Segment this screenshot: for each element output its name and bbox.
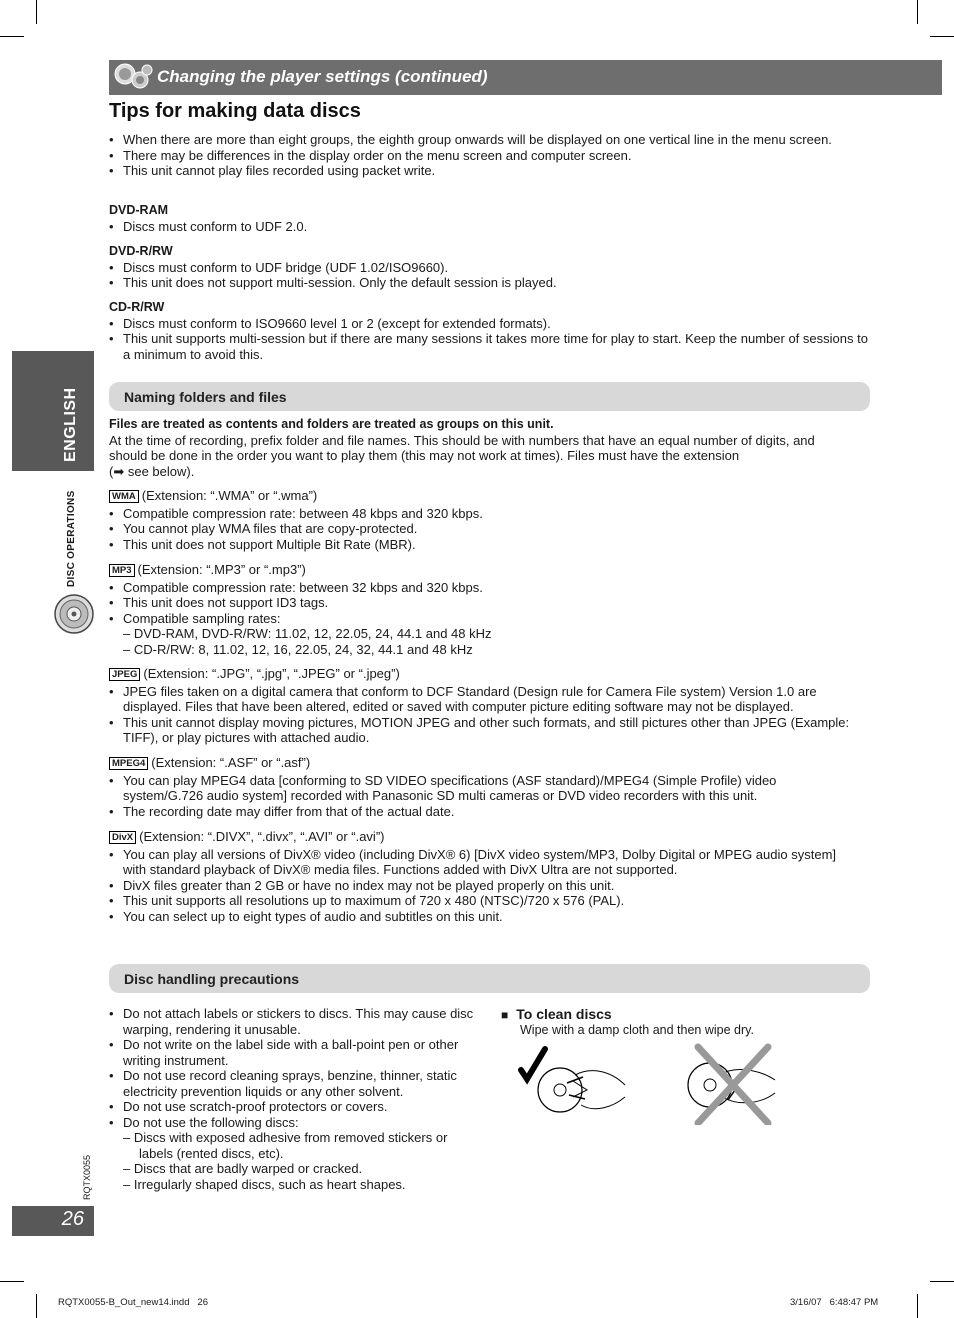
jpeg-tag: JPEG bbox=[109, 668, 140, 681]
dvdr-section bbox=[109, 244, 869, 291]
list-item: • This unit supports all resolutions up to maximum of 720 x 480 (NTSC)/720 x 576 (PAL). bbox=[109, 893, 849, 909]
list-item: • Discs must conform to UDF 2.0. bbox=[109, 219, 869, 235]
mpeg4-section bbox=[109, 755, 849, 819]
list-item: • You can select up to eight types of audio and subtitles on this unit. bbox=[109, 909, 849, 925]
wrong-wipe-illustration bbox=[680, 1035, 780, 1125]
naming-para2: (➡ see below). bbox=[109, 463, 195, 479]
list-item: • This unit does not support Multiple Bit Rate (MBR). bbox=[109, 537, 869, 553]
list-subitem: – Discs that are badly warped or cracked. bbox=[123, 1161, 363, 1176]
list-item: • JPEG files taken on a digital camera that conform to DCF Standard (Design rule for Camera File system) Version 1.0 are displayed. Files that have been altered, edited or saved with computer picture editing software may not be displayed. bbox=[109, 684, 869, 715]
subheading: CD-R/RW bbox=[109, 300, 165, 314]
wma-section bbox=[109, 488, 869, 552]
list-item: • You cannot play WMA files that are copy-protected. bbox=[109, 521, 869, 537]
bubbles-icon bbox=[113, 62, 153, 92]
subheading: DVD-RAM bbox=[109, 203, 169, 217]
crop-mark bbox=[917, 0, 918, 24]
handling-list bbox=[109, 1006, 477, 1192]
list-subitem: – DVD-RAM, DVD-R/RW: 11.02, 12, 22.05, 24, 44.1 and 48 kHz bbox=[123, 626, 492, 641]
list-item: • Do not write on the label side with a ball-point pen or other writing instrument. bbox=[109, 1037, 477, 1068]
wma-ext: (Extension: “.WMA” or “.wma”) bbox=[141, 488, 318, 503]
square-bullet-icon: ■ bbox=[501, 1008, 509, 1022]
footer-file: RQTX0055-B_Out_new14.indd 26 bbox=[58, 1297, 208, 1308]
list-item: • Do not attach labels or stickers to discs. This may cause disc warping, rendering it unusable. bbox=[109, 1006, 477, 1037]
intro-section bbox=[109, 132, 854, 179]
divx-tag: DivX bbox=[109, 831, 136, 844]
list-item: • Discs must conform to UDF bridge (UDF 1.02/ISO9660). bbox=[109, 260, 869, 276]
list-item: • Do not use record cleaning sprays, benzine, thinner, static electricity prevention liquids or any other solvent. bbox=[109, 1068, 477, 1099]
list-subitem: – Irregularly shaped discs, such as heart shapes. bbox=[123, 1176, 406, 1192]
list-item: • Discs must conform to ISO9660 level 1 or 2 (except for extended formats). bbox=[109, 316, 869, 332]
crop-mark bbox=[0, 1281, 24, 1282]
crop-mark bbox=[917, 1294, 918, 1318]
section-label: DISC OPERATIONS bbox=[66, 490, 77, 587]
naming-para: At the time of recording, prefix folder and file names. This should be with numbers that have an equal number of digits, and should be done in the order you want to play them (this may not work at times). Files must have the extension bbox=[109, 432, 815, 463]
mp3-ext: (Extension: “.MP3” or “.mp3”) bbox=[137, 562, 306, 577]
list-subitem: – CD-R/RW: 8, 11.02, 12, 16, 22.05, 24, 32, 44.1 and 48 kHz bbox=[123, 641, 473, 657]
list-item: • The recording date may differ from that of the actual date. bbox=[109, 804, 849, 820]
footer-date: 3/16/07 6:48:47 PM bbox=[790, 1297, 879, 1308]
list-subitem: – Discs with exposed adhesive from removed stickers or labels (rented discs, etc). bbox=[123, 1130, 448, 1161]
section-title: Disc handling precautions bbox=[124, 971, 300, 987]
list-item: • This unit cannot display moving pictures, MOTION JPEG and other such formats, and still pictures other than JPEG (Example: TIFF), or play pictures with attached audio. bbox=[109, 715, 869, 746]
crop-mark bbox=[0, 36, 24, 37]
document-code: RQTX0055 bbox=[82, 1154, 92, 1200]
jpeg-section bbox=[109, 666, 869, 746]
list-item: • This unit does not support ID3 tags. bbox=[109, 595, 869, 611]
list-item: • This unit does not support multi-session. Only the default session is played. bbox=[109, 275, 869, 291]
crop-mark bbox=[930, 36, 954, 37]
list-item: • You can play all versions of DivX® video (including DivX® 6) [DivX video system/MP3, Dolby Digital or MPEG audio system] with standard playback of DivX® media files. Functions added with DivX Ultra are not supported. bbox=[109, 847, 849, 878]
page-title: Tips for making data discs bbox=[109, 100, 361, 122]
mpeg4-ext: (Extension: “.ASF” or “.asf”) bbox=[151, 755, 311, 770]
divx-section bbox=[109, 829, 849, 924]
language-label: ENGLISH bbox=[62, 387, 79, 462]
list-item: • Do not use scratch-proof protectors or covers. bbox=[109, 1099, 477, 1115]
mpeg4-tag: MPEG4 bbox=[109, 757, 148, 770]
correct-wipe-illustration bbox=[515, 1045, 630, 1120]
crop-mark bbox=[930, 1281, 954, 1282]
crop-mark bbox=[36, 0, 37, 24]
header-title: Changing the player settings (continued) bbox=[157, 67, 488, 86]
list-item: • Do not use the following discs: bbox=[109, 1115, 477, 1131]
mp3-section bbox=[109, 562, 869, 657]
list-item: • When there are more than eight groups, the eighth group onwards will be displayed on one vertical line in the menu screen. bbox=[109, 132, 854, 148]
naming-bold: Files are treated as contents and folders are treated as groups on this unit. bbox=[109, 417, 554, 431]
disc-icon bbox=[54, 594, 94, 634]
list-item: • This unit supports multi-session but if there are many sessions it takes more time for play to start. Keep the number of sessions to a minimum to avoid this. bbox=[109, 331, 869, 362]
list-item: • Compatible compression rate: between 48 kbps and 320 kbps. bbox=[109, 506, 869, 522]
divx-ext: (Extension: “.DIVX”, “.divx”, “.AVI” or “.avi”) bbox=[139, 829, 385, 844]
list-item: • Compatible sampling rates: bbox=[109, 611, 869, 627]
wma-tag: WMA bbox=[109, 490, 139, 503]
clean-text: Wipe with a damp cloth and then wipe dry. bbox=[520, 1023, 754, 1037]
list-item: • This unit cannot play files recorded using packet write. bbox=[109, 163, 854, 179]
list-item: • You can play MPEG4 data [conforming to SD VIDEO specifications (ASF standard)/MPEG4 (Simple Profile) video system/G.726 audio system] recorded with Panasonic SD multi cameras or DVD video recorders with this unit. bbox=[109, 773, 849, 804]
crop-mark bbox=[36, 1294, 37, 1318]
naming-text bbox=[109, 417, 849, 479]
list-item: • There may be differences in the display order on the menu screen and computer screen. bbox=[109, 148, 854, 164]
jpeg-ext: (Extension: “.JPG”, “.jpg”, “.JPEG” or “.jpeg”) bbox=[143, 666, 400, 681]
list-item: • Compatible compression rate: between 32 kbps and 320 kbps. bbox=[109, 580, 869, 596]
clean-heading: ■ To clean discs bbox=[501, 1006, 612, 1022]
section-title: Naming folders and files bbox=[124, 389, 287, 405]
dvdram-section bbox=[109, 203, 869, 234]
page-number: 26 bbox=[12, 1206, 94, 1236]
cdr-section bbox=[109, 300, 869, 362]
mp3-tag: MP3 bbox=[109, 564, 135, 577]
list-item: • DivX files greater than 2 GB or have no index may not be played properly on this unit. bbox=[109, 878, 849, 894]
subheading: DVD-R/RW bbox=[109, 244, 173, 258]
